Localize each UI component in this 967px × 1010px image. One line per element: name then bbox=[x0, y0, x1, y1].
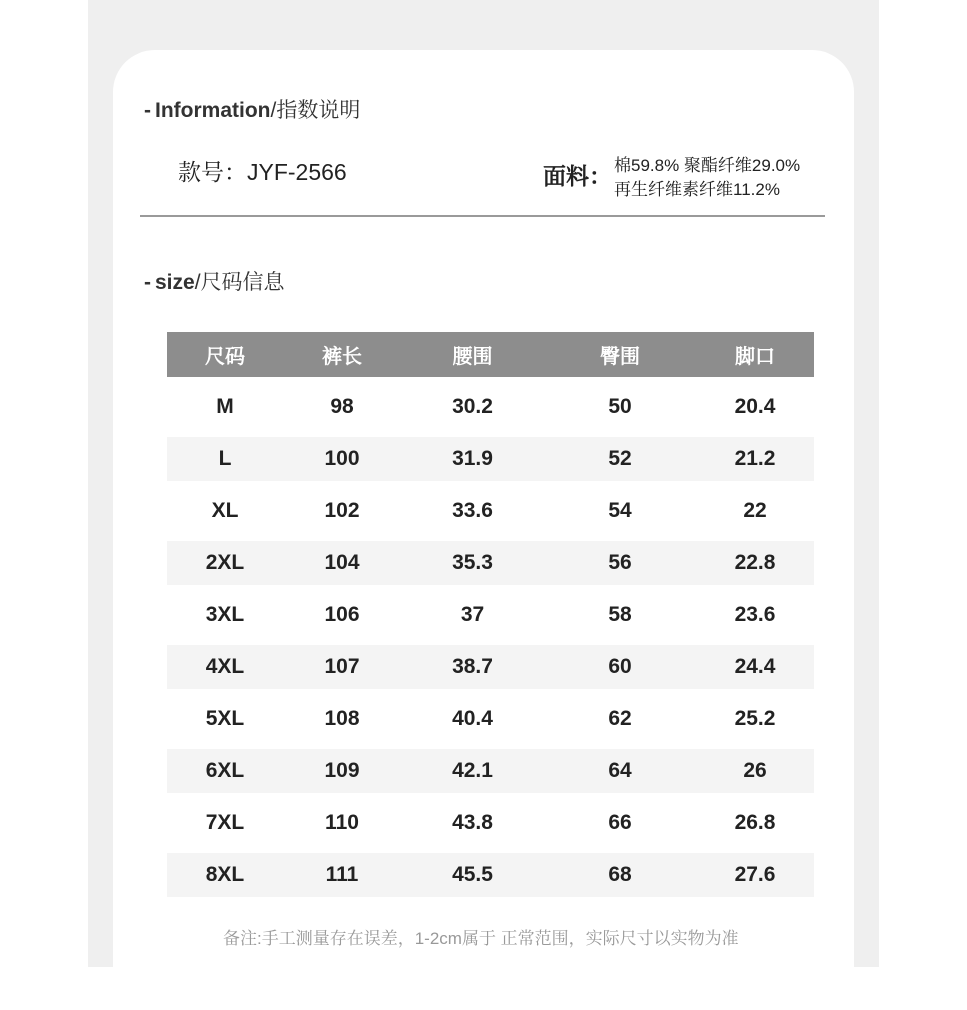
cell-leg-opening: 24.4 bbox=[734, 655, 776, 678]
fabric-line-2: 再生纤维素纤维11.2% bbox=[614, 180, 780, 199]
cell-hip: 52 bbox=[608, 447, 632, 470]
cell-waist: 45.5 bbox=[452, 863, 493, 886]
cell-waist: 40.4 bbox=[452, 707, 493, 730]
cell-waist: 42.1 bbox=[452, 759, 493, 782]
cell-length: 102 bbox=[324, 499, 360, 522]
cell-leg-opening: 23.6 bbox=[734, 603, 776, 626]
cell-hip: 68 bbox=[608, 863, 632, 886]
measurement-note: 备注:手工测量存在误差，1-2cm属于 正常范围，实际尺寸以实物为准 bbox=[223, 929, 739, 948]
fabric-composition bbox=[614, 154, 800, 202]
header-length: 裤长 bbox=[322, 346, 362, 368]
table-row bbox=[167, 593, 814, 637]
table-row bbox=[167, 437, 814, 481]
information-title-en: Information bbox=[155, 99, 271, 122]
cell-size: XL bbox=[211, 499, 239, 522]
cell-hip: 56 bbox=[608, 551, 632, 574]
cell-length: 109 bbox=[324, 759, 360, 782]
cell-hip: 60 bbox=[608, 655, 632, 678]
table-header bbox=[167, 332, 814, 377]
cell-hip: 58 bbox=[608, 603, 632, 626]
cell-size: 4XL bbox=[205, 655, 245, 678]
cell-hip: 66 bbox=[608, 811, 632, 834]
cell-hip: 54 bbox=[608, 499, 632, 522]
section-divider bbox=[140, 215, 825, 217]
cell-leg-opening: 21.2 bbox=[734, 447, 776, 470]
information-heading bbox=[144, 94, 360, 124]
cell-length: 98 bbox=[330, 395, 354, 418]
cell-waist: 33.6 bbox=[452, 499, 493, 522]
table-row bbox=[167, 489, 814, 533]
information-title-zh: /指数说明 bbox=[270, 99, 361, 122]
table-row bbox=[167, 645, 814, 689]
cell-waist: 31.9 bbox=[452, 447, 493, 470]
cell-waist: 35.3 bbox=[452, 551, 493, 574]
cell-size: 5XL bbox=[205, 707, 245, 730]
cell-size: 2XL bbox=[205, 551, 245, 574]
cell-length: 111 bbox=[325, 863, 359, 886]
cell-size: 6XL bbox=[205, 759, 245, 782]
table-row bbox=[167, 801, 814, 845]
cell-hip: 64 bbox=[608, 759, 632, 782]
table-row bbox=[167, 385, 814, 429]
cell-size: 3XL bbox=[205, 603, 245, 626]
cell-size: 7XL bbox=[205, 811, 245, 834]
size-title-zh: /尺码信息 bbox=[194, 271, 285, 294]
cell-size: M bbox=[216, 395, 234, 418]
header-size: 尺码 bbox=[205, 346, 245, 368]
size-heading bbox=[144, 266, 285, 296]
cell-length: 107 bbox=[324, 655, 360, 678]
size-title-en: size bbox=[155, 271, 195, 294]
cell-leg-opening: 26.8 bbox=[734, 811, 776, 834]
cell-length: 108 bbox=[324, 707, 360, 730]
table-row bbox=[167, 697, 814, 741]
fabric-line-1: 棉59.8% 聚酯纤维29.0% bbox=[614, 156, 801, 175]
cell-waist: 37 bbox=[460, 603, 485, 626]
table-row bbox=[167, 853, 814, 897]
cell-leg-opening: 25.2 bbox=[734, 707, 776, 730]
style-number: 款号：JYF-2566 bbox=[178, 159, 347, 185]
cell-waist: 30.2 bbox=[452, 395, 493, 418]
cell-length: 100 bbox=[324, 447, 360, 470]
cell-length: 106 bbox=[324, 603, 360, 626]
cell-waist: 38.7 bbox=[452, 655, 493, 678]
cell-hip: 62 bbox=[608, 707, 632, 730]
fabric-label: 面料： bbox=[543, 163, 612, 189]
cell-leg-opening: 22 bbox=[743, 499, 767, 522]
cell-leg-opening: 26 bbox=[743, 759, 767, 782]
heading-dash: - bbox=[144, 271, 151, 294]
cell-waist: 43.8 bbox=[452, 811, 493, 834]
cell-size: L bbox=[218, 447, 232, 470]
cell-leg-opening: 20.4 bbox=[734, 395, 776, 418]
cell-length: 110 bbox=[325, 811, 359, 834]
header-hip: 臀围 bbox=[600, 346, 640, 368]
table-row bbox=[167, 541, 814, 585]
header-leg-opening: 脚口 bbox=[735, 346, 775, 368]
cell-leg-opening: 27.6 bbox=[734, 863, 776, 886]
heading-dash: - bbox=[144, 99, 151, 122]
cell-hip: 50 bbox=[608, 395, 632, 418]
header-waist: 腰围 bbox=[452, 346, 493, 368]
table-row bbox=[167, 749, 814, 793]
cell-leg-opening: 22.8 bbox=[734, 551, 776, 574]
cell-size: 8XL bbox=[205, 863, 245, 886]
size-table bbox=[167, 332, 814, 897]
cell-length: 104 bbox=[324, 551, 360, 574]
